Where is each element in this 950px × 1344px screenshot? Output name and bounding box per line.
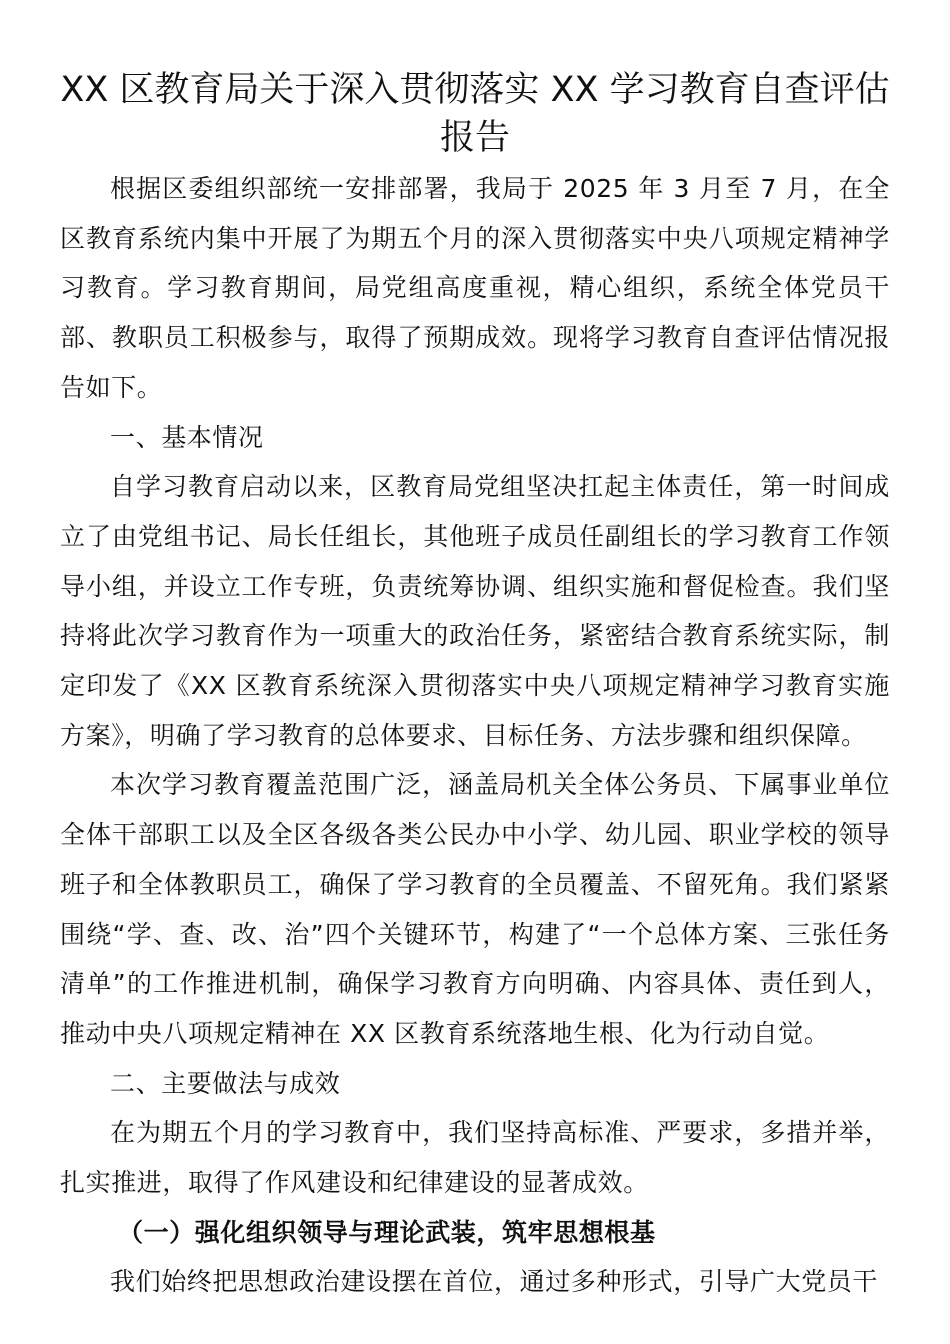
intro-paragraph: 根据区委组织部统一安排部署，我局于 2025 年 3 月至 7 月，在全区教育系统内集中开展了为期五个月的深入贯彻落实中央八项规定精神学习教育。学习教育期间，局党组高度重视，精心组织，系统全体党员干部、教职员工积极参与，取得了预期成效。现将学习教育自查评估情况报告如下。 — [60, 174, 890, 402]
document-title: XX 区教育局关于深入贯彻落实 XX 学习教育自查评估报告 — [60, 70, 890, 158]
organization-paragraph-1: 我们始终把思想政治建设摆在首位，通过多种形式，引导广大党员干 — [110, 1267, 879, 1297]
basic-situation-paragraph-1: 自学习教育启动以来，区教育局党组坚决扛起主体责任，第一时间成立了由党组书记、局长任组长，其他班子成员任副组长的学习教育工作领导小组，并设立工作专班，负责统筹协调、组织实施和督促检查。我们坚持将此次学习教育作为一项重大的政治任务，紧密结合教育系统实际，制定印发了《XX 区教育系统深入贯彻落实中央八项规定精神学习教育实施方案》，明确了学习教育的总体要求、目标任务、方法步骤和组织保障。 — [60, 472, 890, 750]
section-heading-basic-situation: 一、基本情况 — [110, 422, 264, 452]
basic-situation-paragraph-2: 本次学习教育覆盖范围广泛，涵盖局机关全体公务员、下属事业单位全体干部职工以及全区各级各类公民办中小学、幼儿园、职业学校的领导班子和全体教职员工，确保了学习教育的全员覆盖、不留死角。我们紧紧围绕“学、查、改、治”四个关键环节，构建了“一个总体方案、三张任务清单”的工作推进机制，确保学习教育方向明确、内容具体、责任到人，推动中央八项规定精神在 XX 区教育系统落地生根、化为行动自觉。 — [60, 770, 890, 1048]
document-body — [60, 164, 890, 1307]
subsection-heading-organization: （一）强化组织领导与理论武装，筑牢思想根基 — [118, 1217, 656, 1247]
section-heading-practices: 二、主要做法与成效 — [110, 1068, 341, 1098]
practices-paragraph-1: 在为期五个月的学习教育中，我们坚持高标准、严要求，多措并举，扎实推进，取得了作风建设和纪律建设的显著成效。 — [60, 1118, 890, 1198]
